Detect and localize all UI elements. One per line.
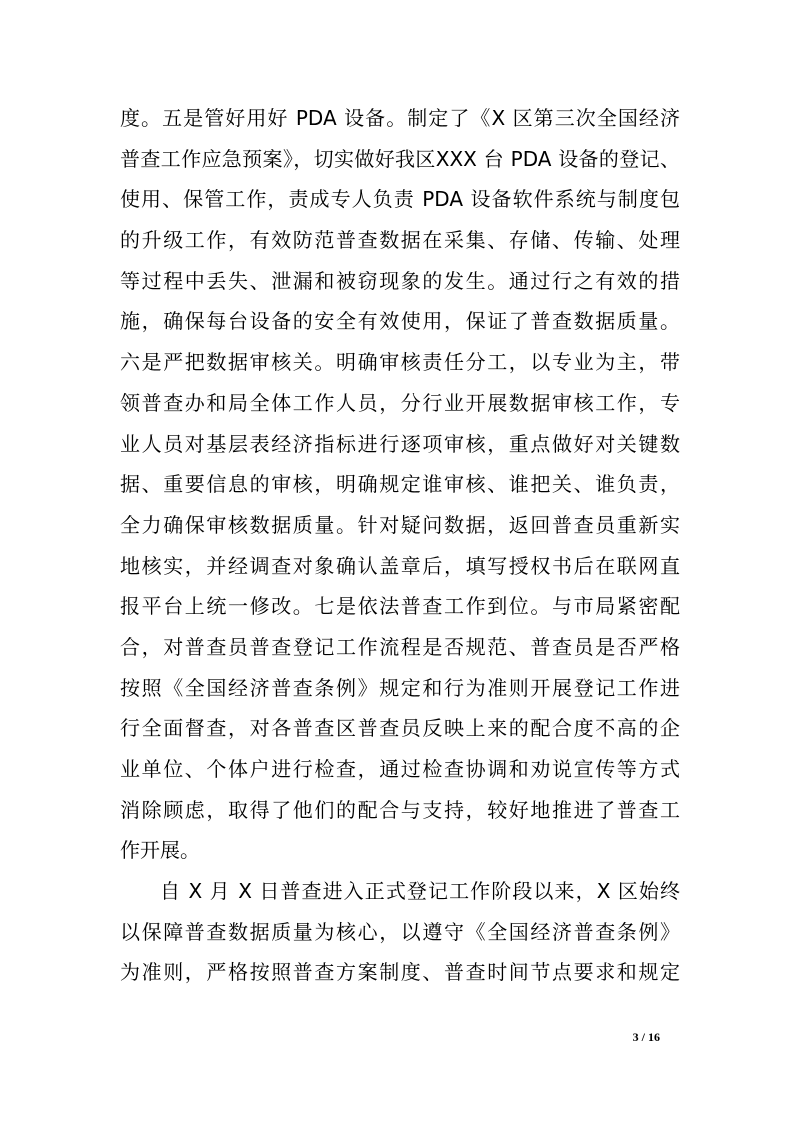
text-line: 合，对普查员普查登记工作流程是否规范、普查员是否严格	[120, 634, 680, 659]
text-line: 为准则，严格按照普查方案制度、普查时间节点要求和规定	[120, 960, 680, 985]
page-number: 3 / 16	[632, 1030, 660, 1044]
text-line: 领普查办和局全体工作人员，分行业开展数据审核工作，专	[120, 390, 680, 415]
text-line: 使用、保管工作，责成专人负责 PDA 设备软件系统与制度包	[120, 187, 680, 212]
text-line: 行全面督查，对各普查区普查员反映上来的配合度不高的企	[120, 716, 680, 741]
text-line: 全力确保审核数据质量。针对疑问数据，返回普查员重新实	[120, 512, 680, 537]
text-line: 按照《全国经济普查条例》规定和行为准则开展登记工作进	[120, 675, 680, 700]
text-line: 的升级工作，有效防范普查数据在采集、存储、传输、处理	[120, 228, 680, 253]
text-line: 度。五是管好用好 PDA 设备。制定了《X 区第三次全国经济	[120, 106, 680, 130]
text-line: 地核实，并经调查对象确认盖章后，填写授权书后在联网直	[120, 553, 680, 578]
text-line: 据、重要信息的审核，明确规定谁审核、谁把关、谁负责，	[120, 472, 680, 497]
text-line: 以保障普查数据质量为核心，以遵守《全国经济普查条例》	[120, 919, 680, 944]
text-line: 消除顾虑，取得了他们的配合与支持，较好地推进了普查工	[120, 797, 680, 822]
text-line: 普查工作应急预案》，切实做好我区XXX 台 PDA 设备的登记、	[120, 146, 680, 171]
body-text	[120, 98, 680, 993]
text-line: 业人员对基层表经济指标进行逐项审核，重点做好对关键数	[120, 431, 680, 456]
text-line: 六是严把数据审核关。明确审核责任分工，以专业为主，带	[120, 350, 680, 375]
text-line: 作开展。	[120, 838, 200, 863]
text-line: 业单位、个体户进行检查，通过检查协调和劝说宣传等方式	[120, 757, 680, 781]
text-line: 施，确保每台设备的安全有效使用，保证了普查数据质量。	[120, 309, 680, 334]
text-line: 等过程中丢失、泄漏和被窃现象的发生。通过行之有效的措	[120, 268, 680, 293]
text-line: 报平台上统一修改。七是依法普查工作到位。与市局紧密配	[120, 594, 680, 619]
paragraph-first-line: 自 X 月 X 日普查进入正式登记工作阶段以来，X 区始终	[160, 879, 680, 904]
